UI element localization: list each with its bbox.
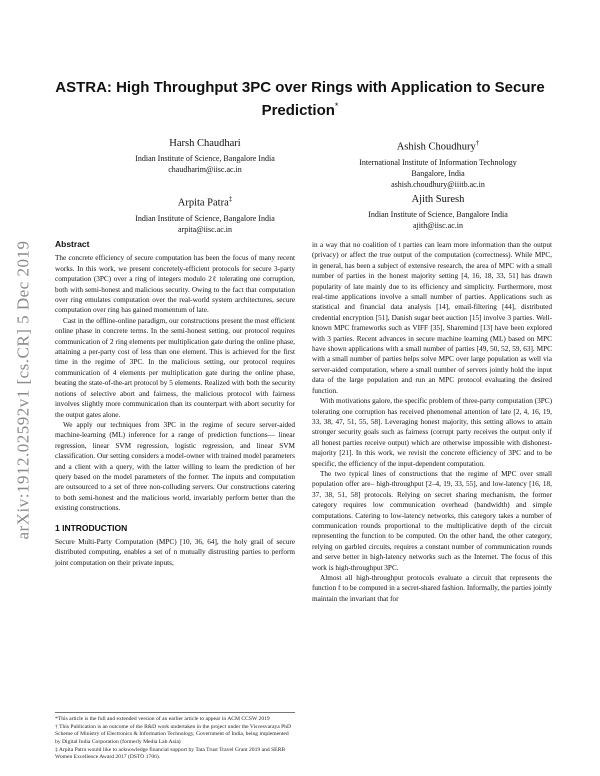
abstract-paragraph: Cast in the offline-online paradigm, our constructions present the most efficient online phase in concrete terms. In the semi-honest setting, our protocol requires communication of 2 ring elements per multiplication gate during the online phase, attaining a per-party cost of less than one element. This is achieved for the first time in the regime of 3PC. In the malicious setting, our protocol requires communication of 4 elements per multiplication gate during the online phase, beating the state-of-the-art protocol by 5 elements. Realized with both the security notions of selective abort and fairness, the malicious protocol with fairness involves slightly more communication than its counterpart with abort security for the output gates alone.: [55, 316, 295, 419]
body-paragraph: The two typical lines of constructions that the regime of MPC over small population offer are– high-throughput [2–4, 19, 33, 55], and low-latency [16, 18, 37, 38, 51, 58] protocols. Relying on secret sharing mechanism, the former category requires low communication overhead (bandwidth) and simple computations. Catering to low-latency networks, this category takes a number of communication rounds proportional to the multiplicative depth of the circuit representing the function to be computed. On the other hand, the other category, relying on garbled circuits, requires a constant number of communication rounds and serve better in high-latency networks such as the Internet. The focus of this work is high-throughput 3PC.: [312, 469, 552, 572]
paper-title-text: ASTRA: High Throughput 3PC over Rings with Application to Secure Prediction: [55, 79, 545, 119]
author-name: Ashish Choudhury†: [396, 139, 480, 153]
author-name: Harsh Chaudhari: [169, 138, 241, 149]
footnote: ‡ Arpita Patra would like to acknowledge financial support by Tata Trust Travel Grant 2019 and SERB Women Excellence Award 2017 (DSTO 1706).: [55, 746, 286, 761]
arxiv-stamp: [6, 200, 40, 580]
intro-paragraph: Secure Multi-Party Computation (MPC) [10, 36, 64], the holy grail of secure distributed computing, enables a set of n mutually distrusting parties to perform joint computation on their private inputs,: [55, 537, 295, 567]
footnote: † This Publication is an outcome of the R&D work undertaken in the project under the Visvesvaraya PhD Scheme of Ministry of Electronics & Information Technology, Government of India, being implemented by Digital India Corporation (formerly Media Lab Asia): [55, 724, 292, 745]
author-name: Ajith Suresh: [411, 194, 465, 205]
arxiv-id: arXiv:1912.02592v1 [cs.CR] 5 Dec 2019: [13, 240, 32, 540]
body-paragraph: in a way that no coalition of t parties can learn more information than the output (privacy) or affect the true output of the computation (correctness). While MPC, in general, has been a subject of extensive research, the area of MPC with a small number of parties in the honest majority setting [4, 16, 18, 33, 51] has drawn popularity of late mainly due to its efficiency and simplicity. Furthermore, most real-time applications involve a small number of parties. Applications such as statistical and financial data analysis [14], email-filtering [44], distributed credential encryption [51], Danish sugar beet auction [15] involve 3 parties. Well-known MPC frameworks such as VIFF [35], Sharemind [13] have been explored with 3 parties. Recent advances in secure machine learning (ML) based on MPC have shown applications with a small number of parties [49, 50, 52, 59, 63]. MPC with a small number of parties helps solve MPC over large population as well via server-aided computation, where a small number of servers jointly hold the input data of the large population and run an MPC protocol evaluating the desired function.: [312, 241, 552, 395]
body-paragraph: Almost all high-throughput protocols evaluate a circuit that represents the function f to be computed in a secret-shared fashion. Informally, the parties jointly maintain the invariant that for: [312, 574, 552, 603]
footnotes: [55, 712, 295, 762]
author-block: [318, 192, 558, 231]
author-email: arpita@iisc.ac.in: [177, 224, 232, 234]
author-email: ajith@iisc.ac.in: [412, 221, 464, 230]
author-affiliation-line2: Bangalore, India: [411, 168, 465, 178]
section-heading: 1 INTRODUCTION: [55, 522, 128, 533]
abstract-heading: Abstract: [55, 239, 90, 249]
author-affiliation: Indian Institute of Science, Bangalore India: [135, 154, 275, 163]
author-block: [318, 136, 558, 190]
abstract-paragraph: The concrete efficiency of secure computation has been the focus of many recent works. In this work, we present concretely-efficient protocols for secure 3-party computation (3PC) over a ring of integers modulo 2ℓ tolerating one corruption, both with semi-honest and malicious security. Owing to the fact that computation over ring emulates computation over the real-world system architectures, secure computation over ring has gained momentum of late.: [55, 254, 295, 315]
left-column: [55, 239, 295, 568]
author-affiliation: Indian Institute of Science, Bangalore India: [135, 213, 275, 223]
author-email: ashish.choudhury@iiitb.ac.in: [391, 179, 485, 189]
footnote: *This article is the full and extended version of an earlier article to appear in ACM CCSW 2019: [55, 716, 270, 722]
author-block: [85, 192, 325, 235]
author-affiliation: International Institute of Information Technology: [359, 157, 517, 167]
author-block: [85, 136, 325, 175]
author-affiliation: Indian Institute of Science, Bangalore India: [368, 210, 508, 219]
paper-title: [55, 78, 545, 120]
right-column: [312, 240, 552, 604]
body-paragraph: With motivations galore, the specific problem of three-party computation (3PC) tolerating one corruption has received phenomenal attention of late [2, 4, 16, 19, 33, 38, 47, 51, 55, 58]. Leveraging honest majority, this setting allows to attain stronger security goals such as fairness (corrupt party receives the output only if all honest parties receive output) which are otherwise impossible with dishonest-majority [21]. In this work, we revisit the concrete efficiency of 3PC and to be specific, the efficiency of the input-dependent computation.: [312, 397, 552, 468]
title-footnote-mark: *: [334, 101, 339, 111]
author-name: Arpita Patra‡: [177, 195, 233, 209]
author-email: chaudharim@iisc.ac.in: [168, 165, 242, 174]
abstract-paragraph: We apply our techniques from 3PC in the regime of secure server-aided machine-learning (ML) inference for a range of prediction functions— linear regression, linear SVM regression, logistic regression, and linear SVM classification. Our setting considers a model-owner with trained model parameters and a client with a query, with the latter willing to learn the prediction of her query based on the model parameters of the former. The inputs and computation are outsourced to a set of three non-colluding servers. Our constructions catering to both semi-honest and the malicious world, invariably perform better than the existing constructions.: [55, 420, 295, 513]
